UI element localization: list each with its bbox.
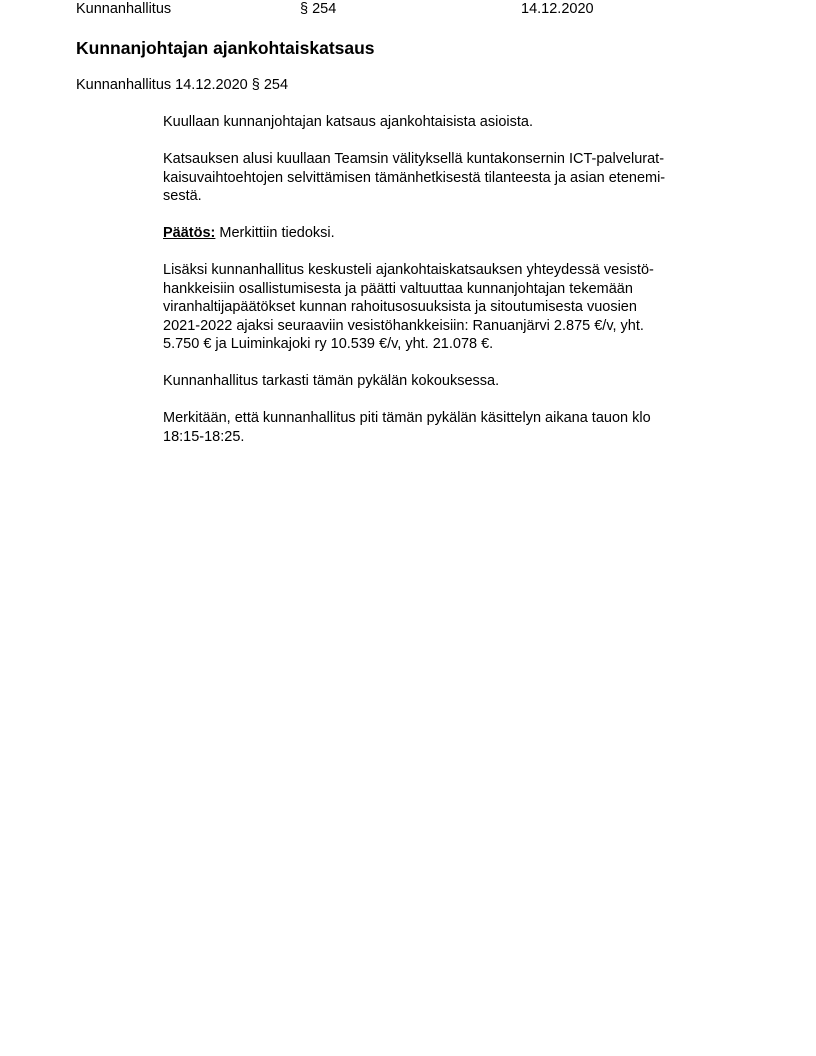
break-line-1: Merkitään, että kunnanhallitus piti tämän pykälän käsittelyn aikana tauon klo bbox=[163, 410, 651, 426]
water-line-1: Lisäksi kunnanhallitus keskusteli ajankohtaiskatsauksen yhteydessä vesistö- bbox=[163, 262, 654, 278]
teams-line-1: Katsauksen alusi kuullaan Teamsin välityksellä kuntakonsernin ICT-palvelurat- bbox=[163, 151, 665, 167]
header-section-number: § 254 bbox=[300, 1, 337, 17]
review-paragraph bbox=[163, 372, 723, 391]
teams-line-2: kaisuvaihtoehtojen selvittämisen tämänhetkisestä tilanteesta ja asian etenemi- bbox=[163, 169, 666, 186]
teams-paragraph bbox=[163, 150, 723, 206]
meeting-reference: Kunnanhallitus 14.12.2020 § 254 bbox=[76, 77, 289, 93]
review-line: Kunnanhallitus tarkasti tämän pykälän kokouksessa. bbox=[163, 373, 500, 389]
water-projects-paragraph bbox=[163, 261, 723, 354]
decision-label: Päätös: bbox=[163, 225, 216, 241]
water-line-4: 2021-2022 ajaksi seuraaviin vesistöhankkeisiin: Ranuanjärvi 2.875 €/v, yht. bbox=[163, 317, 644, 334]
teams-line-3: sestä. bbox=[163, 188, 202, 204]
water-line-2: hankkeisiin osallistumisesta ja päätti valtuuttaa kunnanjohtajan tekemään bbox=[163, 280, 633, 297]
intro-paragraph bbox=[163, 113, 723, 132]
water-line-3: viranhaltijapäätökset kunnan rahoitusosuuksista ja sitoutumisesta vuosien bbox=[163, 299, 637, 315]
decision-paragraph bbox=[163, 224, 723, 243]
decision-text: Merkittiin tiedoksi. bbox=[215, 225, 335, 241]
document-header bbox=[0, 0, 816, 20]
intro-line: Kuullaan kunnanjohtajan katsaus ajankohtaisista asioista. bbox=[163, 114, 533, 130]
header-date: 14.12.2020 bbox=[521, 1, 594, 17]
break-line-2: 18:15-18:25. bbox=[163, 428, 245, 445]
document-body bbox=[163, 113, 723, 465]
water-line-5: 5.750 € ja Luiminkajoki ry 10.539 €/v, yht. 21.078 €. bbox=[163, 336, 494, 352]
page-title: Kunnanjohtajan ajankohtaiskatsaus bbox=[76, 38, 375, 58]
break-paragraph bbox=[163, 409, 723, 446]
header-body-name: Kunnanhallitus bbox=[76, 1, 172, 17]
